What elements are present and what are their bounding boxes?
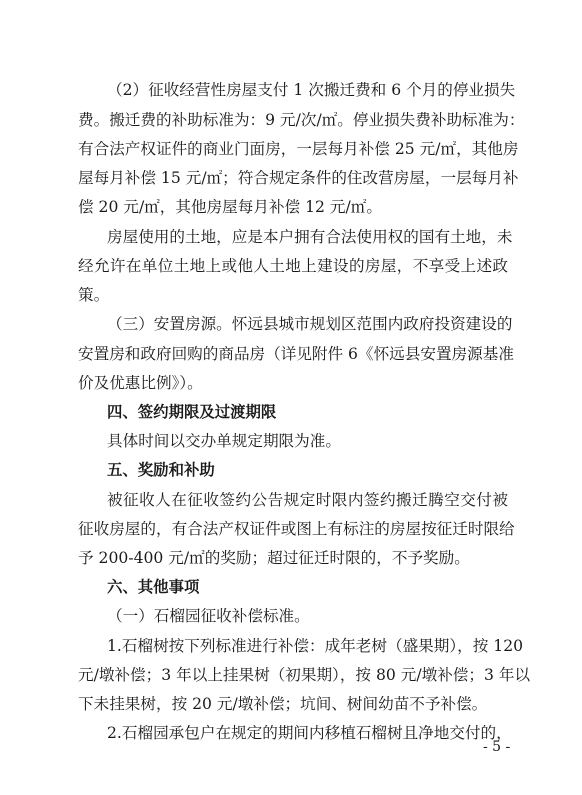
- paragraph-line: 2.石榴园承包户在规定的期间内移植石榴树且净地交付的，: [107, 724, 512, 742]
- subsection-heading: （一）石榴园征收补偿标准。: [107, 607, 310, 625]
- page-number: - 5 -: [483, 739, 511, 755]
- paragraph-line: 安置房和政府回购的商品房（详见附件 6《怀远县安置房源基准: [78, 345, 514, 363]
- paragraph-line: 下未挂果树，按 20 元/墩补偿；坑间、树间幼苗不予补偿。: [78, 695, 488, 713]
- paragraph-line: 有合法产权证件的商业门面房，一层每月补偿 25 元/㎡，其他房: [78, 140, 519, 158]
- section-heading: 五、奖励和补助: [107, 461, 215, 479]
- paragraph-line: 具体时间以交办单规定期限为准。: [107, 432, 341, 450]
- section-heading: 四、签约期限及过渡期限: [107, 403, 277, 421]
- paragraph-line: 被征收人在征收签约公告规定时限内签约搬迁腾空交付被: [107, 491, 508, 509]
- paragraph-line: 屋每月补偿 15 元/㎡；符合规定条件的住改营房屋，一层每月补: [78, 169, 519, 187]
- paragraph-line: 征收房屋的，有合法产权证件或图上有标注的房屋按征迁时限给: [78, 520, 515, 538]
- paragraph-line: 偿 20 元/㎡，其他房屋每月补偿 12 元/㎡。: [78, 198, 382, 216]
- paragraph-line: 价及优惠比例》）。: [78, 374, 203, 392]
- paragraph-line: 房屋使用的土地，应是本户拥有合法使用权的国有土地，未: [107, 228, 513, 246]
- paragraph-line: （2）征收经营性房屋支付 1 次搬迁费和 6 个月的停业损失: [107, 81, 516, 99]
- paragraph-line: 1.石榴树按下列标准进行补偿：成年老树（盛果期），按 120: [107, 637, 524, 655]
- paragraph-line: 费。搬迁费的补助标准为：9 元/次/㎡。停业损失费补助标准为：: [78, 111, 525, 129]
- section-heading: 六、其他事项: [107, 578, 200, 596]
- paragraph-line: 元/墩补偿；3 年以上挂果树（初果期），按 80 元/墩补偿；3 年以: [78, 666, 531, 684]
- paragraph-line: 经允许在单位土地上或他人土地上建设的房屋，不享受上述政: [78, 257, 508, 275]
- paragraph-line: 策。: [78, 286, 110, 304]
- paragraph-line: （三）安置房源。怀远县城市规划区范围内政府投资建设的: [107, 315, 513, 333]
- paragraph-line: 予 200-400 元/㎡的奖励；超过征迁时限的，不予奖励。: [78, 549, 470, 567]
